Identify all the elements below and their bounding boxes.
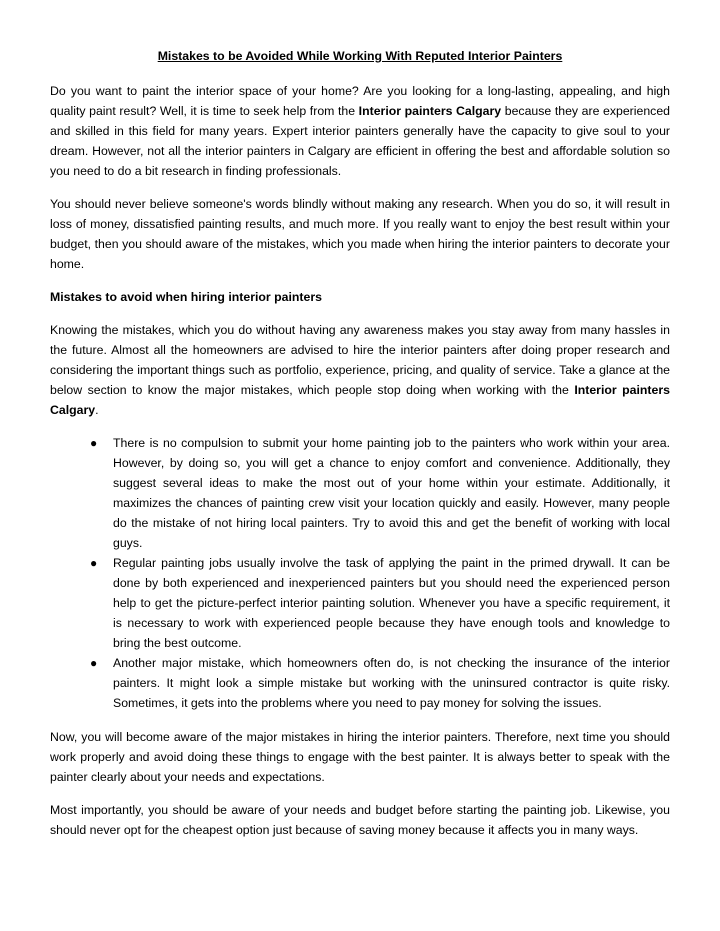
- document-title: Mistakes to be Avoided While Working With Reputed Interior Painters: [157, 49, 563, 63]
- list-item-text: Another major mistake, which homeowners often do, is not checking the insurance of the interior painters. It might look a simple mistake but working with the uninsured contractor is quite risky. Sometimes, it gets into the problems where you need to pay money for solving the issues.: [113, 656, 670, 710]
- list-item: [90, 653, 670, 713]
- list-item-text: There is no compulsion to submit your home painting job to the painters who work within your area. However, by doing so, you will get a chance to enjoy comfort and convenience. Additionally, they suggest several ideas to make the most out of your home within your estimate. Additionally, it maximizes the chances of painting crew visit your location quickly and easily. However, many people do the mistake of not hiring local painters. Try to avoid this and get the benefit of working with local guys.: [113, 436, 670, 550]
- third-text-start: Knowing the mistakes, which you do without having any awareness makes you stay away from many hassles in the future. Almost all the homeowners are advised to hire the interior painters after doing proper research and considering the important things such as portfolio, experience, pricing, and quality of service. Take a glance at the below section to know the major mistakes, which people stop doing when working with the: [50, 323, 670, 397]
- second-paragraph: You should never believe someone's words blindly without making any research. When you do so, it will result in loss of money, dissatisfied painting results, and much more. If you really want to enjoy the best result within your budget, then you should aware of the mistakes, which you made when hiring the interior painters to decorate your home.: [50, 197, 670, 271]
- bullet-icon: ●: [90, 656, 98, 670]
- list-item: [90, 553, 670, 653]
- list-item: [90, 433, 670, 553]
- list-item-text: Regular painting jobs usually involve the task of applying the paint in the primed drywall. It can be done by both experienced and inexperienced painters but you should need the experienced person help to get the picture-perfect interior painting solution. Whenever you have a specific requirement, it is necessary to work with experienced people because they have enough tools and knowledge to bring the best outcome.: [113, 556, 670, 650]
- third-text-end: .: [95, 403, 99, 417]
- bullet-icon: ●: [90, 436, 98, 450]
- bullet-icon: ●: [90, 556, 98, 570]
- intro-paragraph: [50, 81, 670, 181]
- intro-keyword: Interior painters Calgary: [358, 104, 502, 118]
- section-heading: Mistakes to avoid when hiring interior painters: [50, 290, 322, 304]
- mistakes-list: [50, 433, 670, 713]
- intro-text-end: because they are experienced and skilled in this field for many years. Expert interior painters generally have the capacity to give soul to your dream. However, not all the interior painters in Calgary are efficient in offering the best and affordable solution so you need to do a bit research in finding professionals.: [50, 104, 670, 178]
- closing-paragraph: Most importantly, you should be aware of your needs and budget before starting the painting job. Likewise, you should never opt for the cheapest option just because of saving money because it affects you in many ways.: [50, 803, 670, 837]
- intro-text-start: Do you want to paint the interior space of your home? Are you looking for a long-lasting, appealing, and high quality paint result? Well, it is time to seek help from the: [50, 84, 670, 118]
- third-paragraph: [50, 320, 670, 420]
- fourth-paragraph: Now, you will become aware of the major mistakes in hiring the interior painters. Therefore, next time you should work properly and avoid doing these things to engage with the best painter. It is always better to speak with the painter clearly about your needs and expectations.: [50, 730, 670, 784]
- third-keyword: Interior painters Calgary: [50, 383, 670, 417]
